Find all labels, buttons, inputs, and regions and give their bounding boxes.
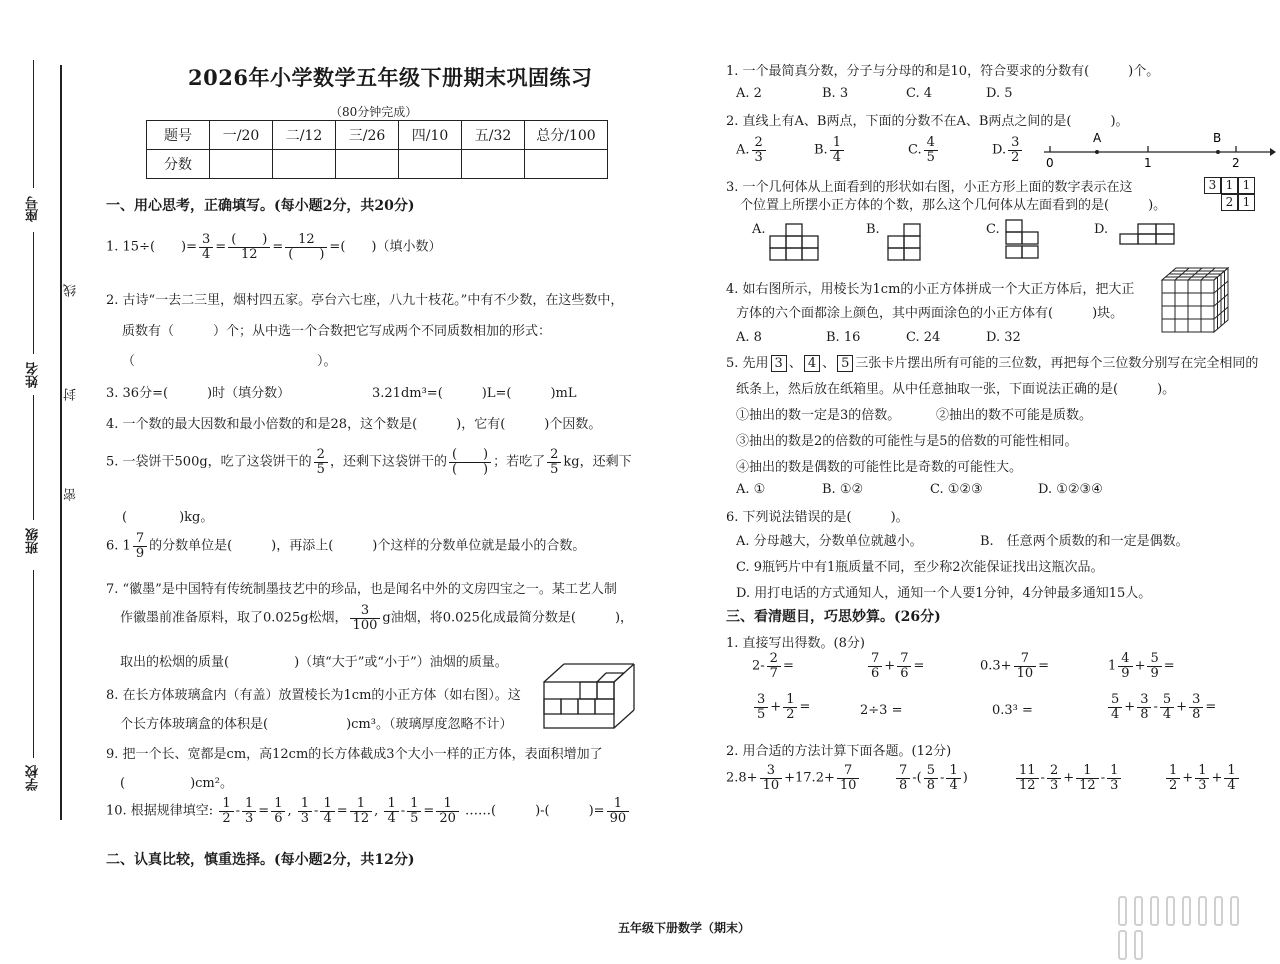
q2-6-opt-c: C. 9瓶钙片中有1瓶质量不同，至少称2次能保证找出这瓶次品。 (736, 560, 1104, 575)
q1-5-tail: ( )kg。 (122, 510, 214, 525)
q2-3-fig-c (1002, 218, 1046, 262)
name-underline (33, 232, 34, 354)
tick-2: 2 (1232, 156, 1240, 170)
page-title: 2026年小学数学五年级下册期末巩固练习 (188, 65, 593, 90)
q2-1-opt-a: A. 2 (736, 86, 762, 101)
q2-3-fig-b (884, 222, 928, 262)
q2-1-opt-b: B. 3 (822, 86, 849, 101)
calc-6: 2÷3 = (860, 703, 903, 718)
q2-4-opt-d: D. 32 (986, 330, 1021, 345)
score-cell: 分数 (147, 150, 210, 179)
score-table-header-row (147, 121, 608, 150)
score-cell: 二/12 (273, 121, 336, 150)
calc-5: $\frac{3}{5}$ + $\frac{1}{2}$ = (752, 693, 810, 721)
score-input-cell[interactable] (525, 150, 608, 179)
q2-2-stem: 2. 直线上有A、B两点，下面的分数不在A、B两点之间的是( )。 (726, 114, 1129, 129)
q2-3-line1: 3. 一个几何体从上面看到的形状如右图，小正方形上面的数字表示在这 (726, 180, 1133, 195)
watermark-bars (1118, 896, 1258, 926)
calc-11: $\frac{11}{12}$ - $\frac{2}{3}$ + $\frac{1}{12}$ - $\frac{1}{3}$ (1014, 764, 1123, 792)
q2-6-opt-d: D. 用打电话的方式通知人，通知一个人要1分钟，4分钟最多通知15人。 (736, 586, 1152, 601)
school-underline (33, 570, 34, 758)
score-input-cell[interactable] (462, 150, 525, 179)
q2-3-fig-d (1118, 222, 1178, 246)
q1-7-line2: 作徽墨前准备原料，取了0.025g松烟， $\frac{3}{100}$ g油烟，将0.025化成最简分数是( )， (120, 603, 634, 633)
calc-1: 2- $\frac{2}{7}$ = (752, 651, 794, 681)
q2-4-opt-b: B. 16 (826, 330, 861, 345)
score-cell: 三/26 (336, 121, 399, 150)
q2-3-opt-c: C. (986, 222, 1000, 237)
score-table-score-row (147, 150, 608, 179)
q1-7-line3: 取出的松烟的质量( )（填“大于”或“小于”）油烟的质量。 (120, 655, 508, 670)
seat-label: 座号 (26, 196, 41, 222)
fraction: $\frac{2}{5}$ (314, 448, 328, 476)
card-4: 4 (804, 355, 820, 372)
q1-8-line2: 个长方体玻璃盒的体积是( )cm³。（玻璃厚度忽略不计） (120, 717, 513, 732)
seat-underline (33, 60, 34, 188)
q2-5-opt-b: B. ①② (822, 482, 864, 497)
q1-8-line1: 8. 在长方体玻璃盒内（有盖）放置棱长为1cm的小正方体（如右图）。这 (106, 688, 521, 703)
q2-5-line2: 纸条上，然后放在纸箱里。从中任意抽取一张，下面说法正确的是( )。 (736, 382, 1176, 397)
q2-3-opt-a: A. (752, 222, 766, 237)
q2-3-opt-d: D. (1094, 222, 1109, 237)
q2-5-s2: ②抽出的数不可能是质数。 (936, 408, 1093, 423)
q1-3a: 3. 36分=( )时（填分数） (106, 386, 291, 401)
class-label: 班级 (26, 528, 41, 554)
score-input-cell[interactable] (336, 150, 399, 179)
q2-1-stem: 1. 一个最简真分数，分子与分母的和是10，符合要求的分数有( )个。 (726, 64, 1160, 79)
card-5: 5 (837, 355, 853, 372)
fraction: $\frac{3}{4}$ (199, 233, 213, 261)
q2-1-opt-d: D. 5 (986, 86, 1013, 101)
q2-2-opt-c: C. $\frac{4}{5}$ (908, 136, 940, 164)
q2-4-line2: 方体的六个面都涂上颜色，其中两面涂色的小正方体有( )块。 (736, 306, 1124, 321)
card-3: 3 (771, 355, 787, 372)
calc-3: 0.3+ $\frac{7}{10}$ = (980, 651, 1050, 681)
tick-1: 1 (1144, 156, 1152, 170)
name-label: 姓名 (26, 362, 41, 388)
q2-5-s4: ④抽出的数是偶数的可能性比是奇数的可能性大。 (736, 460, 1023, 475)
glass-box-figure (540, 660, 640, 732)
fraction: $\frac{2}{5}$ (547, 448, 561, 476)
score-cell: 总分/100 (525, 121, 608, 150)
calc-10: $\frac{7}{8}$ -( $\frac{5}{8}$ - $\frac{1}{4}$ ) (894, 764, 968, 792)
section2-heading: 二、认真比较，慎重选择。(每小题2分，共12分) (106, 852, 415, 868)
tick-0: 0 (1046, 156, 1054, 170)
binding-line (60, 65, 62, 820)
page-footer: 五年级下册数学（期末） (618, 921, 751, 935)
q1-5: 5. 一袋饼干500g，吃了这袋饼干的 $\frac{2}{5}$ ，还剩下这袋饼干的 ( ) ( ) ；若吃了 $\frac{2}{5}$ kg，还剩下 (106, 447, 632, 477)
top-view-grid: 3 1 1 2 1 (1204, 177, 1255, 211)
calc-7: 0.3³ = (992, 703, 1033, 718)
point-b: B (1213, 131, 1222, 145)
score-cell: 一/20 (210, 121, 273, 150)
q2-4-line1: 4. 如右图所示，用棱长为1cm的小正方体拼成一个大正方体后，把大正 (726, 282, 1135, 297)
q2-2-opt-d: D. $\frac{3}{2}$ (992, 136, 1024, 164)
sec3-part1: 1. 直接写出得数。(8分) (726, 636, 865, 651)
q1-1: 1. 15÷( )= $\frac{3}{4}$ = ( ) 12 = 12 ( ) =( )（填小数） (106, 232, 442, 262)
q2-5-opt-a: A. ① (736, 482, 766, 497)
fraction: 12 ( ) (285, 233, 327, 261)
calc-12: $\frac{1}{2}$ + $\frac{1}{3}$ + $\frac{1}{4}$ (1164, 764, 1241, 792)
q1-3b: 3.21dm³=( )L=( )mL (372, 386, 577, 401)
score-input-cell[interactable] (273, 150, 336, 179)
q1-9-line2: ( )cm²。 (120, 776, 233, 791)
score-cell: 四/10 (399, 121, 462, 150)
q2-5-opt-d: D. ①②③④ (1038, 482, 1103, 497)
q1-2-line1: 2. 古诗“一去二三里，烟村四五家。亭台六七座，八九十枝花。”中有不少数，在这些数中， (106, 293, 624, 308)
q1-4: 4. 一个数的最大因数和最小倍数的和是28，这个数是( )，它有( )个因数。 (106, 417, 602, 432)
seal-char-secret: 密 (64, 488, 79, 501)
fraction: $\frac{3}{100}$ (350, 604, 381, 632)
seal-char-line: 线 (64, 284, 79, 297)
q2-5-opt-c: C. ①②③ (930, 482, 983, 497)
section1-heading: 一、用心思考，正确填写。(每小题2分，共20分) (106, 198, 415, 214)
q2-5-line1: 5. 先用 3 、 4 、 5 三张卡片摆出所有可能的三位数，再把每个三位数分别写在完全相同的 (726, 356, 1259, 371)
q2-2-opt-a: A. $\frac{2}{3}$ (736, 136, 768, 164)
q2-3-fig-a (766, 222, 822, 262)
q2-3-line2: 个位置上所摆小正方体的个数，那么这个几何体从左面看到的是( )。 (740, 198, 1167, 213)
fraction: $\frac{7}{9}$ (133, 532, 147, 560)
score-cell: 五/32 (462, 121, 525, 150)
q1-2-line2: 质数有（ ）个；从中选一个合数把它写成两个不同质数相加的形式： (122, 324, 552, 339)
q2-2-opt-b: B. $\frac{1}{4}$ (814, 136, 846, 164)
fraction: ( ) 12 (228, 233, 270, 261)
number-line (1040, 130, 1276, 172)
q1-2-line3: （ ）。 (122, 354, 337, 369)
calc-9: 2.8+ $\frac{3}{10}$ +17.2+ $\frac{7}{10}$ (726, 764, 861, 792)
q1-9-line1: 9. 把一个长、宽都是cm，高12cm的长方体截成3个大小一样的正方体，表面积增加了 (106, 747, 603, 762)
q2-1-opt-c: C. 4 (906, 86, 933, 101)
q2-6-opt-b: B. 任意两个质数的和一定是偶数。 (980, 534, 1189, 549)
calc-4: 1 $\frac{4}{9}$ + $\frac{5}{9}$ = (1108, 651, 1175, 681)
q1-6: 6. 1 $\frac{7}{9}$ 的分数单位是( )，再添上( )个这样的分数单位就是最小的合数。 (106, 531, 586, 561)
q2-4-opt-c: C. 24 (906, 330, 941, 345)
q2-5-s1: ①抽出的数一定是3的倍数。 (736, 408, 901, 423)
sec3-part2: 2. 用合适的方法计算下面各题。(12分) (726, 744, 952, 759)
q2-6-stem: 6. 下列说法错误的是( )。 (726, 510, 909, 525)
class-underline (33, 395, 34, 520)
calc-8: $\frac{5}{4}$ + $\frac{3}{8}$ - $\frac{5}{4}$ + $\frac{3}{8}$ = (1106, 693, 1216, 721)
score-table (146, 120, 608, 179)
score-input-cell[interactable] (210, 150, 273, 179)
page-subtitle: （80分钟完成） (330, 105, 418, 119)
q2-3-opt-b: B. (866, 222, 880, 237)
q2-5-s3: ③抽出的数是2的倍数的可能性与是5的倍数的可能性相同。 (736, 434, 1078, 449)
q1-7-line1: 7. “徽墨”是中国特有传统制墨技艺中的珍品，也是闻名中外的文房四宝之一。某工艺人制 (106, 582, 617, 597)
score-input-cell[interactable] (399, 150, 462, 179)
calc-2: $\frac{7}{6}$ + $\frac{7}{6}$ = (866, 652, 924, 680)
q1-10: 10. 根据规律填空: $\frac{1}{2}$ - $\frac{1}{3}$ = $\frac{1}{6}$ , $\frac{1}{3}$ - $\frac{1}{4}$ = $\frac{1}{12}$ , $\frac{1}{4}$ - $\frac{1}{5}$ = $\frac{1}{20}$ ……( )-( )= $\frac{1}{90}$ (106, 797, 631, 825)
section3-heading: 三、看清题目，巧思妙算。(26分) (726, 609, 941, 625)
q2-4-opt-a: A. 8 (736, 330, 762, 345)
school-label: 学校 (26, 765, 41, 791)
big-cube-figure (1158, 266, 1230, 336)
fraction: ( ) ( ) (449, 448, 491, 476)
q2-6-opt-a: A. 分母越大，分数单位就越小。 (736, 534, 923, 549)
point-a: A (1093, 131, 1102, 145)
seal-char-seal: 封 (64, 388, 79, 401)
score-cell: 题号 (147, 121, 210, 150)
